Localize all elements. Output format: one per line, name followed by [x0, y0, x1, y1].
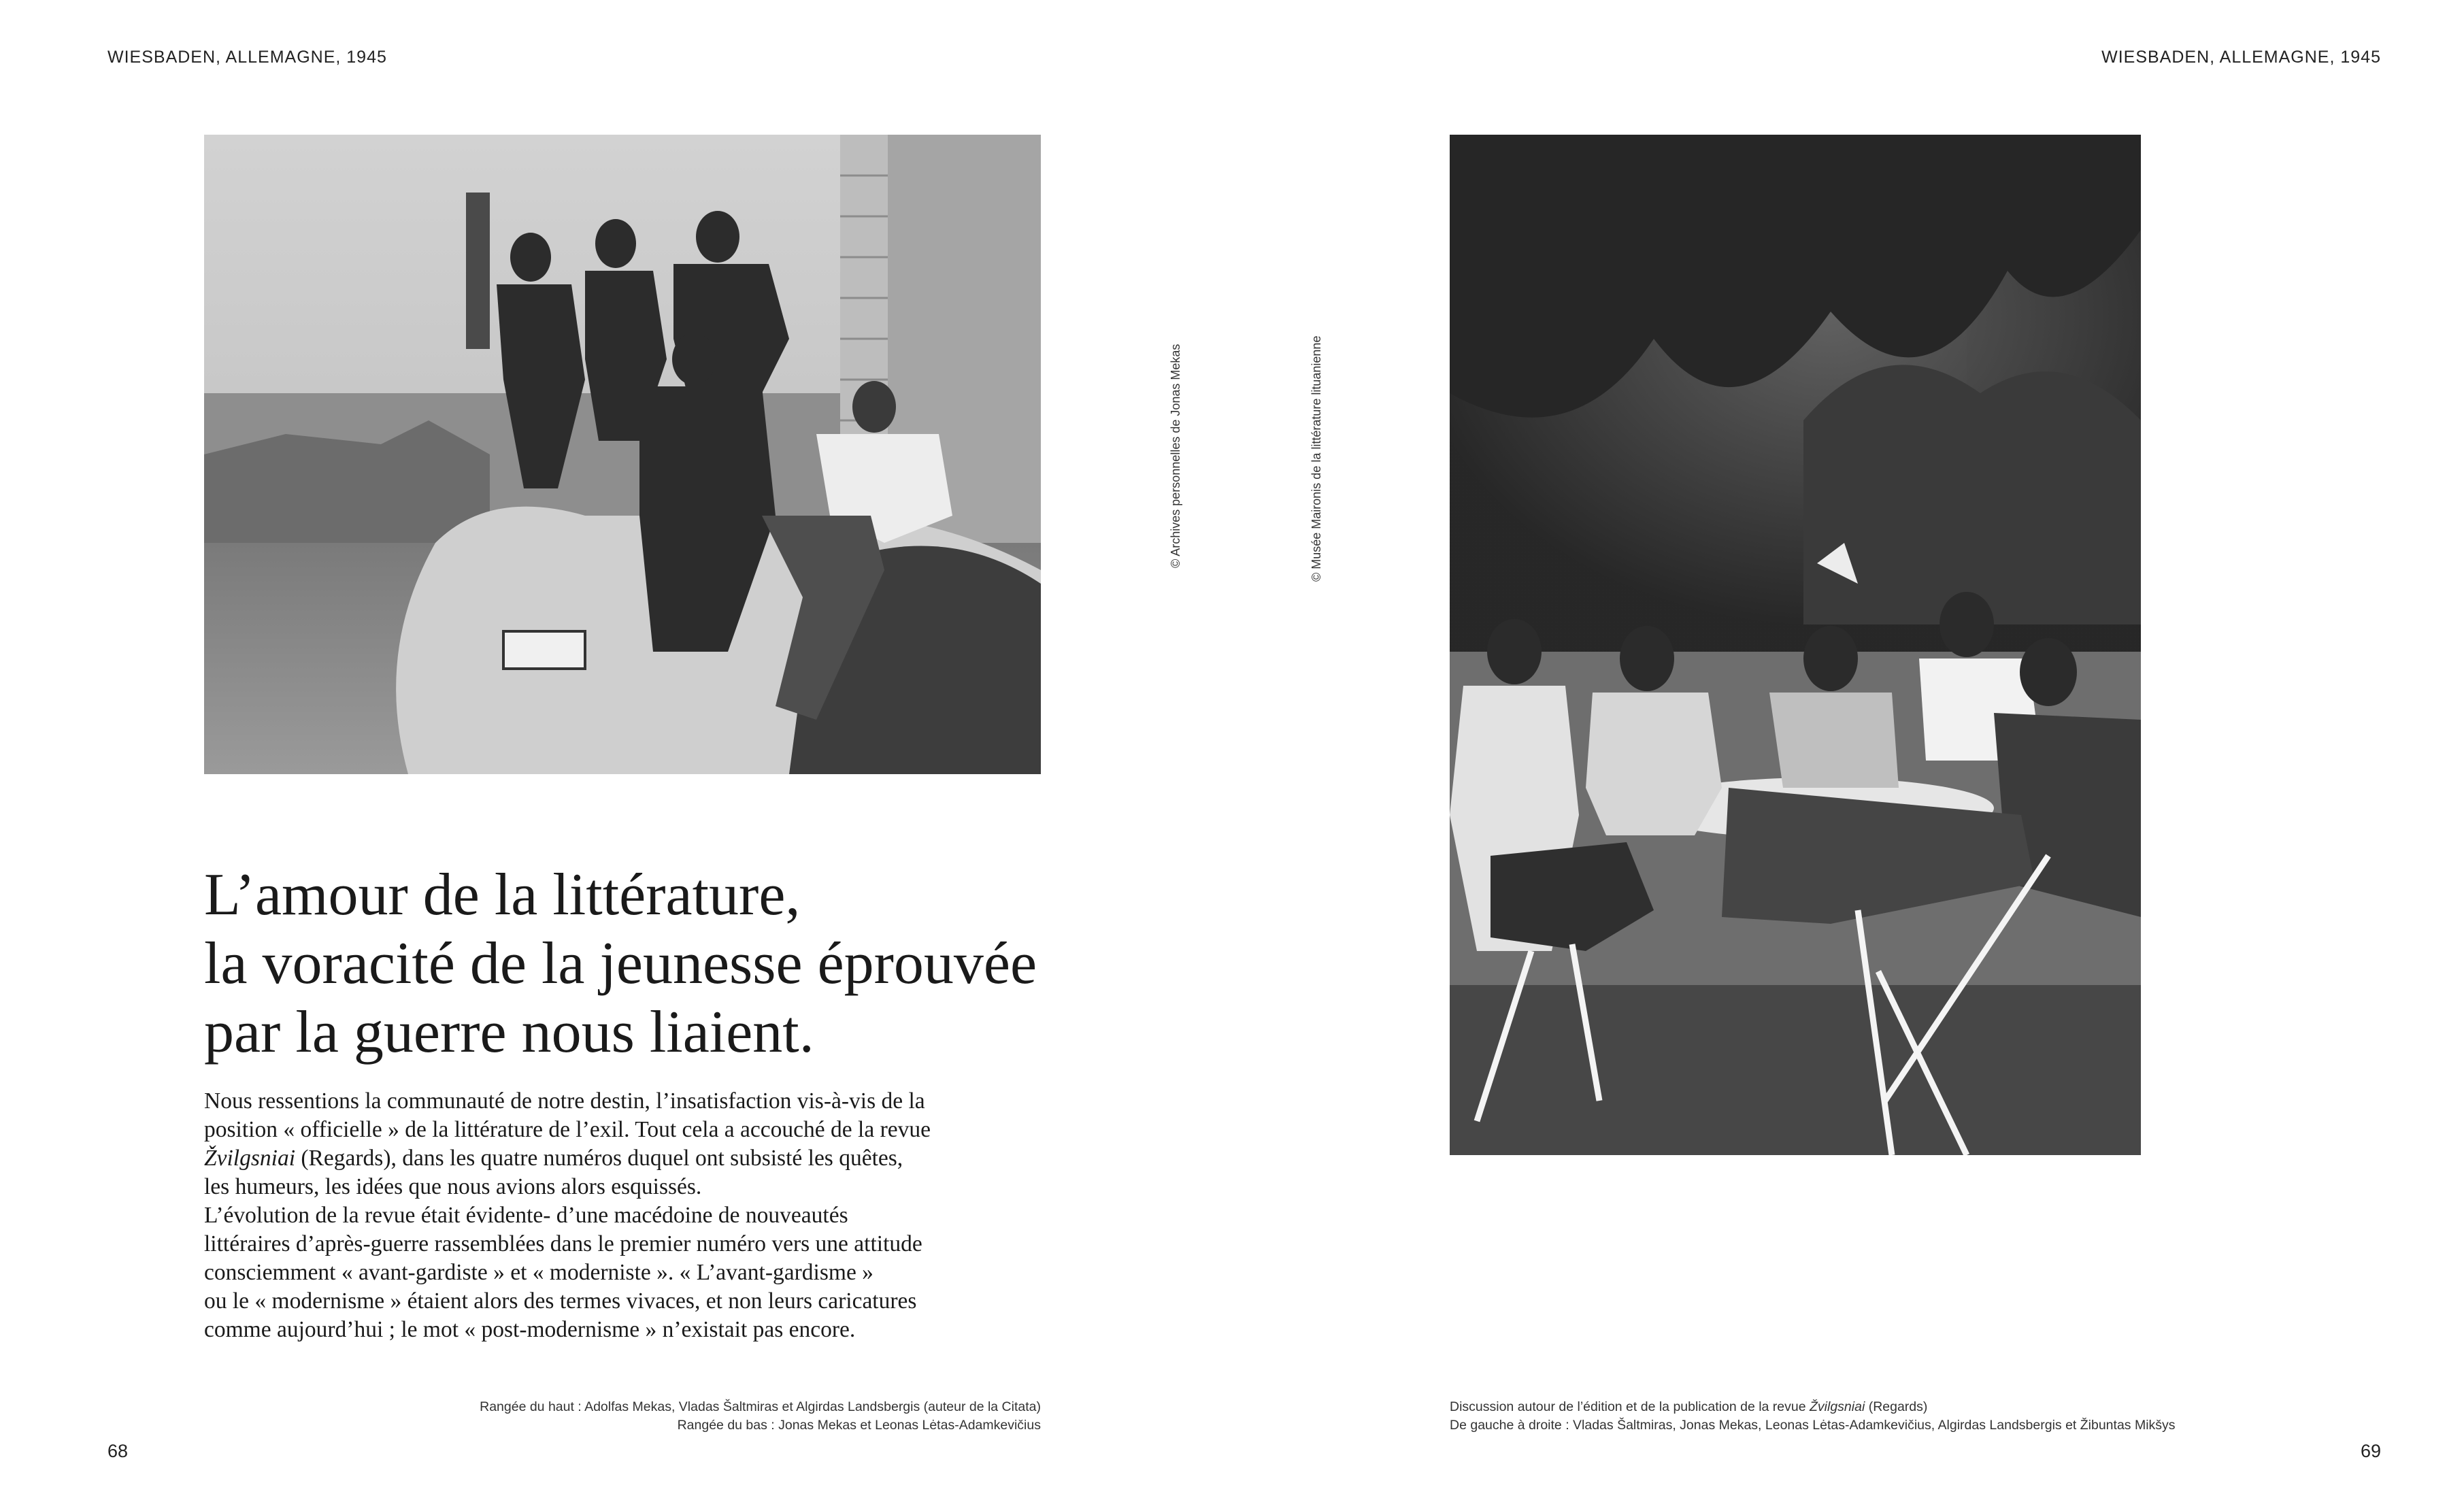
body-line: L’évolution de la revue était évidente- d’une macédoine de nouveautés — [204, 1203, 848, 1228]
page-number-left: 68 — [107, 1441, 129, 1461]
body-line: position « officielle » de la littérature de l’exil. Tout cela a accouché de la revue — [204, 1117, 931, 1142]
photo-credit-left: © Archives personnelles de Jonas Mekas — [1169, 344, 1182, 568]
caption-line: De gauche à droite : Vladas Šaltmiras, Jonas Mekas, Leonas Lėtas-Adamkevičius, Algirdas Landsbergis et Žibuntas Mikšys — [1450, 1418, 2176, 1433]
page-number-right: 69 — [2360, 1441, 2381, 1461]
magazine-title: Žvilgsniai — [204, 1146, 296, 1171]
body-paragraph — [204, 1087, 1088, 1344]
running-head-right: WIESBADEN, ALLEMAGNE, 1945 — [2101, 48, 2381, 67]
headline-line: la voracité de la jeunesse éprouvée — [204, 931, 1037, 997]
photo-group-at-table — [1450, 135, 2141, 1155]
body-line: littéraires d’après-guerre rassemblées dans le premier numéro vers une attitude — [204, 1231, 922, 1256]
photo-image — [1450, 135, 2141, 1155]
caption-line: Discussion autour de l’édition et de la publication de la revue Žvilgsniai (Regards) — [1450, 1399, 1928, 1414]
photo-image — [204, 135, 1041, 774]
body-line: les humeurs, les idées que nous avions alors esquissés. — [204, 1174, 702, 1199]
body-line: Nous ressentions la communauté de notre destin, l’insatisfaction vis-à-vis de la — [204, 1088, 925, 1114]
body-line: Žvilgsniai (Regards), dans les quatre numéros duquel ont subsisté les quêtes, — [204, 1146, 903, 1171]
photo-credit-right: © Musée Maironis de la littérature lituanienne — [1310, 335, 1323, 582]
caption-line: Rangée du bas : Jonas Mekas et Leonas Lėtas-Adamkevičius — [677, 1418, 1041, 1433]
headline-line: par la guerre nous liaient. — [204, 999, 814, 1065]
photo-caption-left — [480, 1398, 1041, 1435]
photo-caption-right — [1450, 1398, 2176, 1435]
body-line: ou le « modernisme » étaient alors des termes vivaces, et non leurs caricatures — [204, 1288, 917, 1314]
magazine-title: Žvilgsniai — [1810, 1399, 1865, 1414]
running-head-left: WIESBADEN, ALLEMAGNE, 1945 — [107, 48, 387, 67]
body-line: consciemment « avant-gardiste » et « moderniste ». « L’avant-gardisme » — [204, 1260, 873, 1285]
body-line: comme aujourd’hui ; le mot « post-modernisme » n’existait pas encore. — [204, 1317, 856, 1342]
pull-quote-headline — [204, 861, 1156, 1067]
headline-line: L’amour de la littérature, — [204, 862, 801, 928]
photo-young-men-on-wrecked-car — [204, 135, 1041, 774]
caption-line: Rangée du haut : Adolfas Mekas, Vladas Šaltmiras et Algirdas Landsbergis (auteur de la Citata) — [480, 1399, 1041, 1414]
